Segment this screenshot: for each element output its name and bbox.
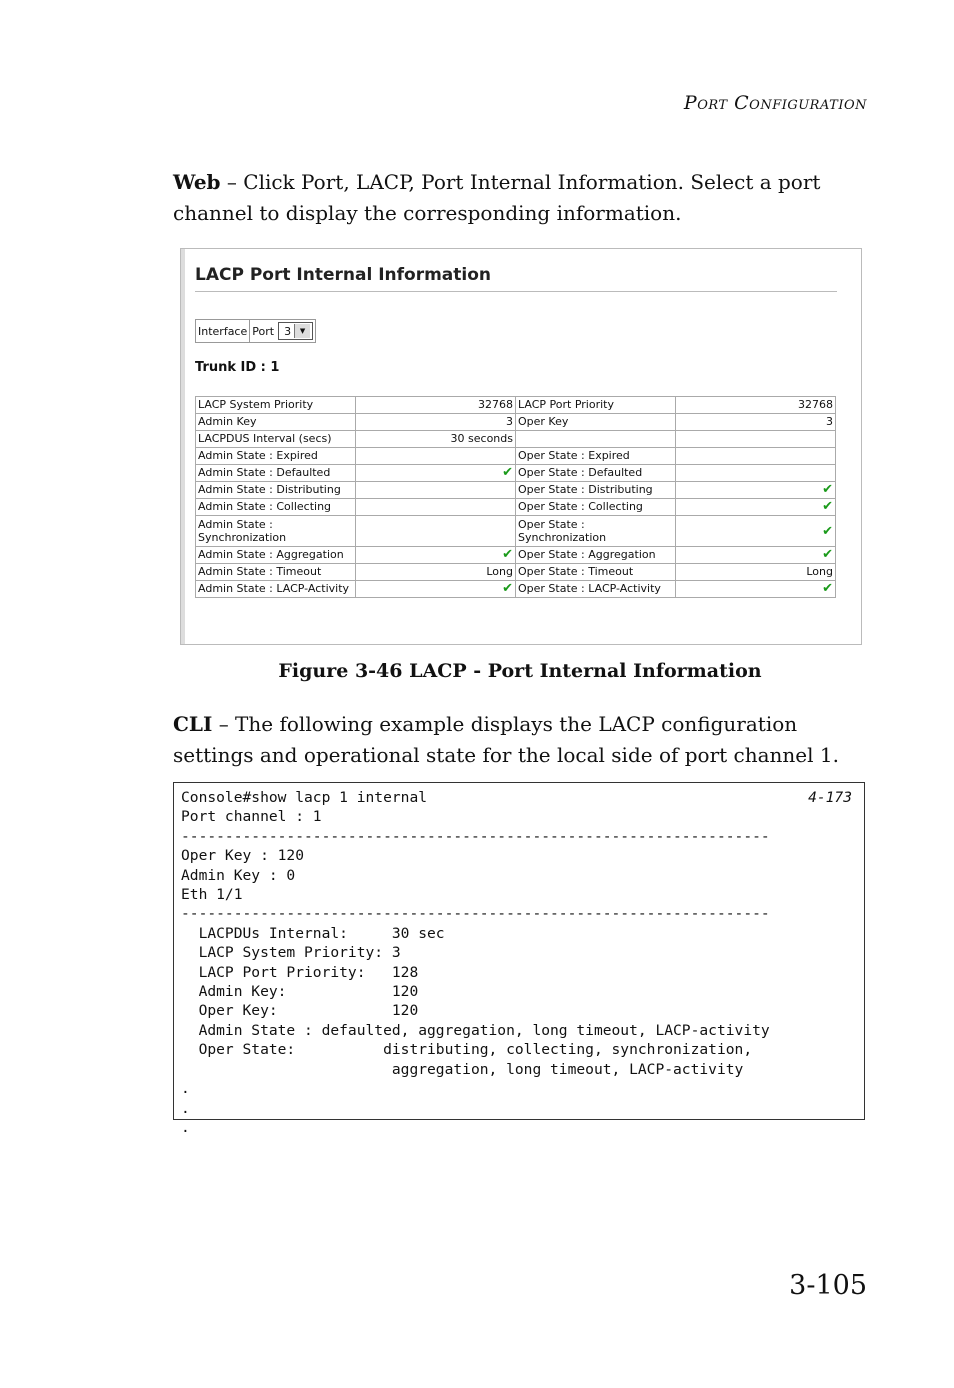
field-value: 32768 <box>676 397 836 414</box>
field-label: Oper Key <box>516 414 676 431</box>
table-row <box>196 465 836 482</box>
field-value <box>676 465 836 482</box>
field-label: Admin State : Aggregation <box>196 547 356 564</box>
table-row <box>196 448 836 465</box>
field-label: Oper State : Aggregation <box>516 547 676 564</box>
table-row <box>196 547 836 564</box>
port-select-value: 3 <box>284 324 292 338</box>
field-label: Oper State : LACP-Activity <box>516 581 676 598</box>
page-number: 3-105 <box>789 1270 867 1301</box>
interface-label: Interface <box>198 324 248 338</box>
table-row <box>196 431 836 448</box>
screenshot-title: LACP Port Internal Information <box>195 265 492 285</box>
table-row <box>196 482 836 499</box>
field-label: Admin Key <box>196 414 356 431</box>
figure-caption: Figure 3-46 LACP - Port Internal Information <box>278 660 762 682</box>
cli-lead: CLI <box>173 712 213 736</box>
field-value: Long <box>356 564 516 581</box>
command-reference: 4-173 <box>808 789 852 806</box>
field-value: ✔ <box>676 499 836 516</box>
field-value <box>356 516 516 547</box>
field-value: ✔ <box>356 581 516 598</box>
field-label: LACPDUS Interval (secs) <box>196 431 356 448</box>
interface-selector <box>195 319 316 343</box>
field-label: LACP System Priority <box>196 397 356 414</box>
web-screenshot <box>180 248 862 645</box>
web-instructions <box>173 167 873 229</box>
field-label <box>516 431 676 448</box>
field-value <box>676 431 836 448</box>
field-label: Admin State : Distributing <box>196 482 356 499</box>
trunk-id: Trunk ID : 1 <box>195 360 280 375</box>
field-label: Oper State : Timeout <box>516 564 676 581</box>
field-value: ✔ <box>676 547 836 564</box>
field-value <box>356 482 516 499</box>
lacp-info-table <box>195 396 836 598</box>
table-row <box>196 564 836 581</box>
field-label: Admin State : Collecting <box>196 499 356 516</box>
field-value: Long <box>676 564 836 581</box>
cli-instructions <box>173 709 873 771</box>
frame-border <box>181 249 185 644</box>
field-label: Oper State : Defaulted <box>516 465 676 482</box>
field-label: Admin State : Defaulted <box>196 465 356 482</box>
title-divider <box>195 291 837 292</box>
field-value: 30 seconds <box>356 431 516 448</box>
table-row <box>196 397 836 414</box>
field-value <box>676 448 836 465</box>
chevron-down-icon[interactable]: ▼ <box>294 324 310 338</box>
port-select[interactable] <box>278 322 313 340</box>
field-label: Oper State : Expired <box>516 448 676 465</box>
field-label: Oper State : Synchronization <box>516 516 676 547</box>
field-value: ✔ <box>356 547 516 564</box>
field-label: LACP Port Priority <box>516 397 676 414</box>
table-row <box>196 516 836 547</box>
field-value: 32768 <box>356 397 516 414</box>
cli-text: – The following example displays the LACP configuration settings and operational state for the local side of port channel 1. <box>173 712 839 767</box>
field-value <box>356 499 516 516</box>
field-value: 3 <box>356 414 516 431</box>
field-label: Admin State : Timeout <box>196 564 356 581</box>
field-label: Admin State : LACP-Activity <box>196 581 356 598</box>
field-label: Admin State : Expired <box>196 448 356 465</box>
code-text: Console#show lacp 1 internal Port channel : 1 ------------------------------------------------------------------- Oper Key : 120 Admin Key : 0 Eth 1/1 ------------------------------------------------------------------- LACPDUs Internal: 30 sec LACP System Priority: 3 LACP Port Priority: 128 Admin Key: 120 Oper Key: 120 Admin State : defaulted, aggregation, long timeout, LACP-activity Oper State: distributing, collecting, synchronization, aggregation, long timeout, LACP-activity . . . <box>181 789 770 1136</box>
field-value <box>356 448 516 465</box>
web-text: – Click Port, LACP, Port Internal Information. Select a port channel to display the corresponding information. <box>173 170 821 225</box>
field-value: ✔ <box>676 482 836 499</box>
field-value: ✔ <box>356 465 516 482</box>
table-row <box>196 499 836 516</box>
cli-code-block <box>173 782 865 1136</box>
table-row <box>196 414 836 431</box>
field-value: 3 <box>676 414 836 431</box>
running-header: Port Configuration <box>683 92 867 114</box>
field-value: ✔ <box>676 516 836 547</box>
field-label: Oper State : Collecting <box>516 499 676 516</box>
table-row <box>196 581 836 598</box>
field-label: Oper State : Distributing <box>516 482 676 499</box>
field-label: Admin State : Synchronization <box>196 516 356 547</box>
field-value: ✔ <box>676 581 836 598</box>
web-lead: Web <box>173 170 221 194</box>
port-label: Port <box>249 320 276 342</box>
